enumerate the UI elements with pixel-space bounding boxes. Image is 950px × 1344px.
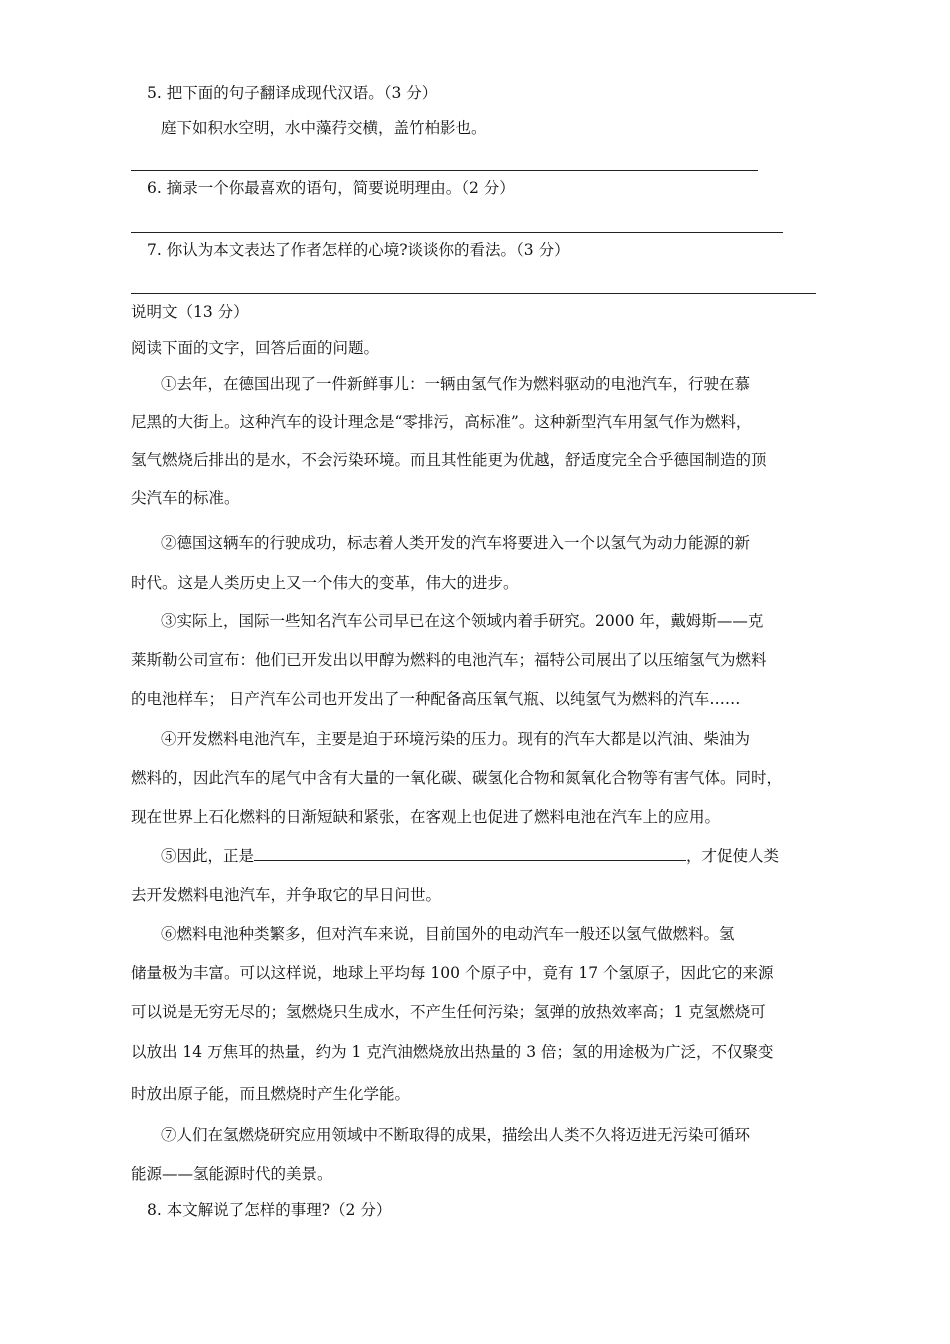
text-line: 时放出原子能，而且燃烧时产生化学能。 [131, 1085, 411, 1103]
text-line: ②德国这辆车的行驶成功，标志着人类开发的汽车将要进入一个以氢气为动力能源的新 [161, 534, 751, 552]
fill-in-blank[interactable] [254, 846, 686, 861]
question-5-sentence: 庭下如积水空明，水中藻荇交横，盖竹柏影也。 [161, 119, 487, 137]
text-line: ③实际上，国际一些知名汽车公司早已在这个领域内着手研究。2000 年，戴姆斯——克 [161, 612, 764, 630]
text-line: 去开发燃料电池汽车，并争取它的早日问世。 [131, 886, 442, 904]
text-line: 储量极为丰富。可以这样说，地球上平均每 100 个原子中，竟有 17 个氢原子，因此它的来源 [131, 964, 774, 982]
text-line: 的电池样车； 日产汽车公司也开发出了一种配备高压氧气瓶、以纯氢气为燃料的汽车…… [131, 690, 741, 708]
text-line: 莱斯勒公司宣布：他们已开发出以甲醇为燃料的电池汽车；福特公司展出了以压缩氢气为燃料 [131, 651, 767, 669]
text-line: 可以说是无穷无尽的；氢燃烧只生成水，不产生任何污染；氢弹的放热效率高；1 克氢燃烧可 [131, 1003, 766, 1021]
fill-in-before: ⑤因此，正是 [161, 847, 255, 865]
question-7-title: 7. 你认为本文表达了作者怎样的心境?谈谈你的看法。（3 分） [147, 241, 570, 259]
text-line: ⑥燃料电池种类繁多，但对汽车来说，目前国外的电动汽车一般还以氢气做燃料。氢 [161, 925, 735, 943]
question-8-title: 8. 本文解说了怎样的事理?（2 分） [147, 1201, 392, 1219]
text-line: 燃料的，因此汽车的尾气中含有大量的一氧化碳、碳氢化合物和氮氧化合物等有害气体。同时， [131, 769, 783, 787]
answer-line-q6[interactable] [131, 232, 783, 233]
text-line: 以放出 14 万焦耳的热量，约为 1 克汽油燃烧放出热量的 3 倍；氢的用途极为广泛，不仅聚变 [131, 1043, 774, 1061]
text-line: 现在世界上石化燃料的日渐短缺和紧张，在客观上也促进了燃料电池在汽车上的应用。 [131, 808, 721, 826]
text-line: 时代。这是人类历史上又一个伟大的变革，伟大的进步。 [131, 574, 519, 592]
section-title: 说明文（13 分） [131, 303, 249, 321]
text-line: ⑦人们在氢燃烧研究应用领域中不断取得的成果，描绘出人类不久将迈进无污染可循环 [161, 1126, 751, 1144]
text-line: 尼黑的大街上。这种汽车的设计理念是“零排污，高标准”。这种新型汽车用氢气作为燃料， [131, 413, 752, 431]
text-line: 尖汽车的标准。 [131, 489, 240, 507]
text-line: ④开发燃料电池汽车，主要是迫于环境污染的压力。现有的汽车大都是以汽油、柴油为 [161, 730, 751, 748]
answer-line-q7[interactable] [131, 293, 816, 294]
text-line: 能源——氢能源时代的美景。 [131, 1165, 333, 1183]
section-instruction: 阅读下面的文字，回答后面的问题。 [131, 339, 380, 357]
fill-in-sentence [161, 846, 779, 866]
fill-in-after: ，才促使人类 [686, 847, 780, 865]
question-6-title: 6. 摘录一个你最喜欢的语句，简要说明理由。（2 分） [147, 179, 515, 197]
question-5-title: 5. 把下面的句子翻译成现代汉语。（3 分） [147, 84, 438, 102]
text-line: ①去年，在德国出现了一件新鲜事儿：一辆由氢气作为燃料驱动的电池汽车，行驶在慕 [161, 375, 751, 393]
text-line: 氢气燃烧后排出的是水，不会污染环境。而且其性能更为优越，舒适度完全合乎德国制造的顶 [131, 451, 767, 469]
answer-line-q5[interactable] [131, 170, 758, 171]
